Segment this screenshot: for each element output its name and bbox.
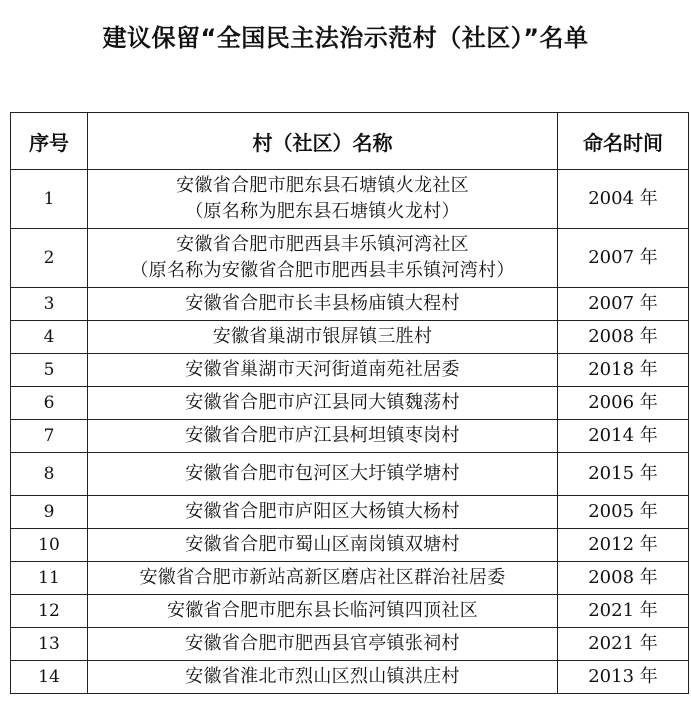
table-row xyxy=(11,387,689,420)
village-name: 安徽省合肥市庐江县柯坦镇枣岗村 xyxy=(88,420,558,453)
former-name-note: （原名称为肥东县石塘镇火龙村） xyxy=(185,201,460,222)
village-name: 安徽省淮北市烈山区烈山镇洪庄村 xyxy=(88,661,558,694)
header-serial-number: 序号 xyxy=(11,113,88,170)
table-row xyxy=(11,628,689,661)
row-number: 3 xyxy=(11,288,88,321)
naming-year: 2013 年 xyxy=(558,661,689,694)
row-number: 1 xyxy=(11,170,88,229)
table-row xyxy=(11,288,689,321)
row-number: 14 xyxy=(11,661,88,694)
naming-year: 2008 年 xyxy=(558,562,689,595)
naming-year: 2018 年 xyxy=(558,354,689,387)
village-name: 安徽省合肥市蜀山区南岗镇双塘村 xyxy=(88,529,558,562)
naming-year: 2006 年 xyxy=(558,387,689,420)
table-row xyxy=(11,354,689,387)
header-naming-time: 命名时间 xyxy=(558,113,689,170)
document-title: 建议保留“全国民主法治示范村（社区）”名单 xyxy=(102,24,589,52)
table-row xyxy=(11,661,689,694)
naming-year: 2008 年 xyxy=(558,321,689,354)
village-name: 安徽省合肥市肥东县长临河镇四顶社区 xyxy=(88,595,558,628)
table-row xyxy=(11,170,689,229)
naming-year: 2007 年 xyxy=(558,288,689,321)
row-number: 6 xyxy=(11,387,88,420)
header-village-name: 村（社区）名称 xyxy=(88,113,558,170)
table-row xyxy=(11,229,689,288)
table-row xyxy=(11,529,689,562)
village-name: 安徽省合肥市包河区大圩镇学塘村 xyxy=(88,453,558,496)
naming-year: 2014 年 xyxy=(558,420,689,453)
row-number: 4 xyxy=(11,321,88,354)
table-row xyxy=(11,453,689,496)
table-header-row xyxy=(11,113,689,170)
village-list-table xyxy=(10,112,689,694)
village-name: 安徽省合肥市肥东县石塘镇火龙社区 xyxy=(176,175,469,196)
table-row xyxy=(11,496,689,529)
row-number: 5 xyxy=(11,354,88,387)
row-number: 8 xyxy=(11,453,88,496)
village-name: 安徽省合肥市肥西县丰乐镇河湾社区 xyxy=(176,234,469,255)
naming-year: 2021 年 xyxy=(558,595,689,628)
row-number: 2 xyxy=(11,229,88,288)
table-row xyxy=(11,595,689,628)
village-name-cell xyxy=(88,170,558,229)
table-row xyxy=(11,420,689,453)
village-name: 安徽省巢湖市银屏镇三胜村 xyxy=(88,321,558,354)
naming-year: 2007 年 xyxy=(558,229,689,288)
row-number: 7 xyxy=(11,420,88,453)
row-number: 11 xyxy=(11,562,88,595)
row-number: 9 xyxy=(11,496,88,529)
village-name: 安徽省巢湖市天河街道南苑社居委 xyxy=(88,354,558,387)
village-name: 安徽省合肥市肥西县官亭镇张祠村 xyxy=(88,628,558,661)
village-name: 安徽省合肥市新站高新区磨店社区群治社居委 xyxy=(88,562,558,595)
naming-year: 2012 年 xyxy=(558,529,689,562)
naming-year: 2005 年 xyxy=(558,496,689,529)
table-row xyxy=(11,321,689,354)
village-name: 安徽省合肥市长丰县杨庙镇大程村 xyxy=(88,288,558,321)
table-row xyxy=(11,562,689,595)
naming-year: 2021 年 xyxy=(558,628,689,661)
row-number: 10 xyxy=(11,529,88,562)
former-name-note: （原名称为安徽省合肥市肥西县丰乐镇河湾村） xyxy=(130,260,515,281)
naming-year: 2004 年 xyxy=(558,170,689,229)
village-name-cell xyxy=(88,229,558,288)
row-number: 12 xyxy=(11,595,88,628)
naming-year: 2015 年 xyxy=(558,453,689,496)
village-name: 安徽省合肥市庐阳区大杨镇大杨村 xyxy=(88,496,558,529)
village-name: 安徽省合肥市庐江县同大镇魏荡村 xyxy=(88,387,558,420)
row-number: 13 xyxy=(11,628,88,661)
